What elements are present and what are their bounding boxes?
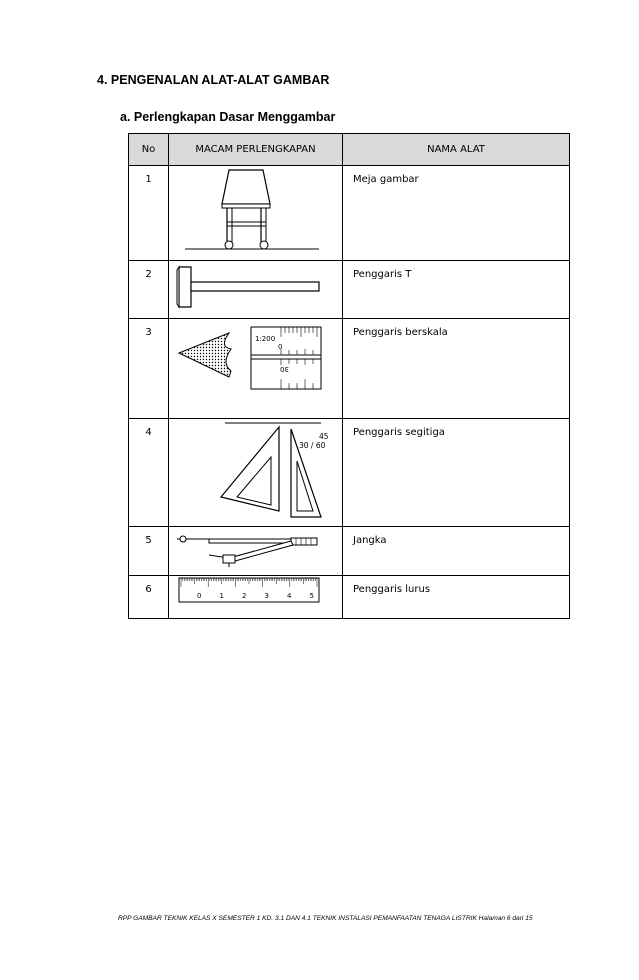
drawing-table-icon xyxy=(169,166,343,261)
tool-name: Penggaris lurus xyxy=(343,576,570,619)
ruler-tick-label: 5 xyxy=(309,592,314,600)
scale-label: 1:200 xyxy=(255,335,276,343)
page-footer: RPP GAMBAR TEKNIK KELAS X SEMESTER 1 KD. 3.1 DAN 4.1 TEKNIK INSTALASI PEMANFAATAN TENAGA LISTRIK Halaman 6 dari 15 xyxy=(118,915,533,922)
scale-ruler-icon xyxy=(169,319,343,419)
tool-name: Meja gambar xyxy=(343,166,570,261)
tool-name: Penggaris segitiga xyxy=(343,419,570,527)
angle-label-45: 45 xyxy=(319,432,329,441)
compass-icon xyxy=(169,527,343,576)
row-number: 1 xyxy=(129,166,169,261)
table-header-row xyxy=(129,134,570,166)
angle-label-30-60: 30 / 60 xyxy=(299,441,326,450)
table-row xyxy=(129,419,570,527)
ruler-tick-label: 2 xyxy=(242,592,247,600)
row-number: 6 xyxy=(129,576,169,619)
table-row xyxy=(129,319,570,419)
set-square-icon xyxy=(169,419,343,527)
tool-name: Penggaris T xyxy=(343,261,570,319)
row-number: 3 xyxy=(129,319,169,419)
straight-ruler-icon xyxy=(169,576,343,619)
ruler-tick-label: 0 xyxy=(197,592,202,600)
header-nama: NAMA ALAT xyxy=(343,134,570,166)
table-row xyxy=(129,261,570,319)
header-macam: MACAM PERLENGKAPAN xyxy=(169,134,343,166)
ruler-tick-label: 4 xyxy=(287,592,292,600)
section-heading: 4. PENGENALAN ALAT-ALAT GAMBAR xyxy=(97,73,330,87)
ruler-tick-label: 1 xyxy=(219,592,224,600)
header-no: No xyxy=(129,134,169,166)
row-number: 2 xyxy=(129,261,169,319)
row-number: 5 xyxy=(129,527,169,576)
t-square-icon xyxy=(169,261,343,319)
scale-thirty-label: 30 xyxy=(280,365,289,373)
table-row xyxy=(129,527,570,576)
tool-name: Jangka xyxy=(343,527,570,576)
equipment-table xyxy=(128,133,570,619)
tool-name: Penggaris berskala xyxy=(343,319,570,419)
scale-zero-label: 0 xyxy=(278,343,283,351)
table-row xyxy=(129,576,570,619)
subsection-heading: a. Perlengkapan Dasar Menggambar xyxy=(120,110,336,124)
row-number: 4 xyxy=(129,419,169,527)
ruler-tick-label: 3 xyxy=(264,592,269,600)
table-row xyxy=(129,166,570,261)
